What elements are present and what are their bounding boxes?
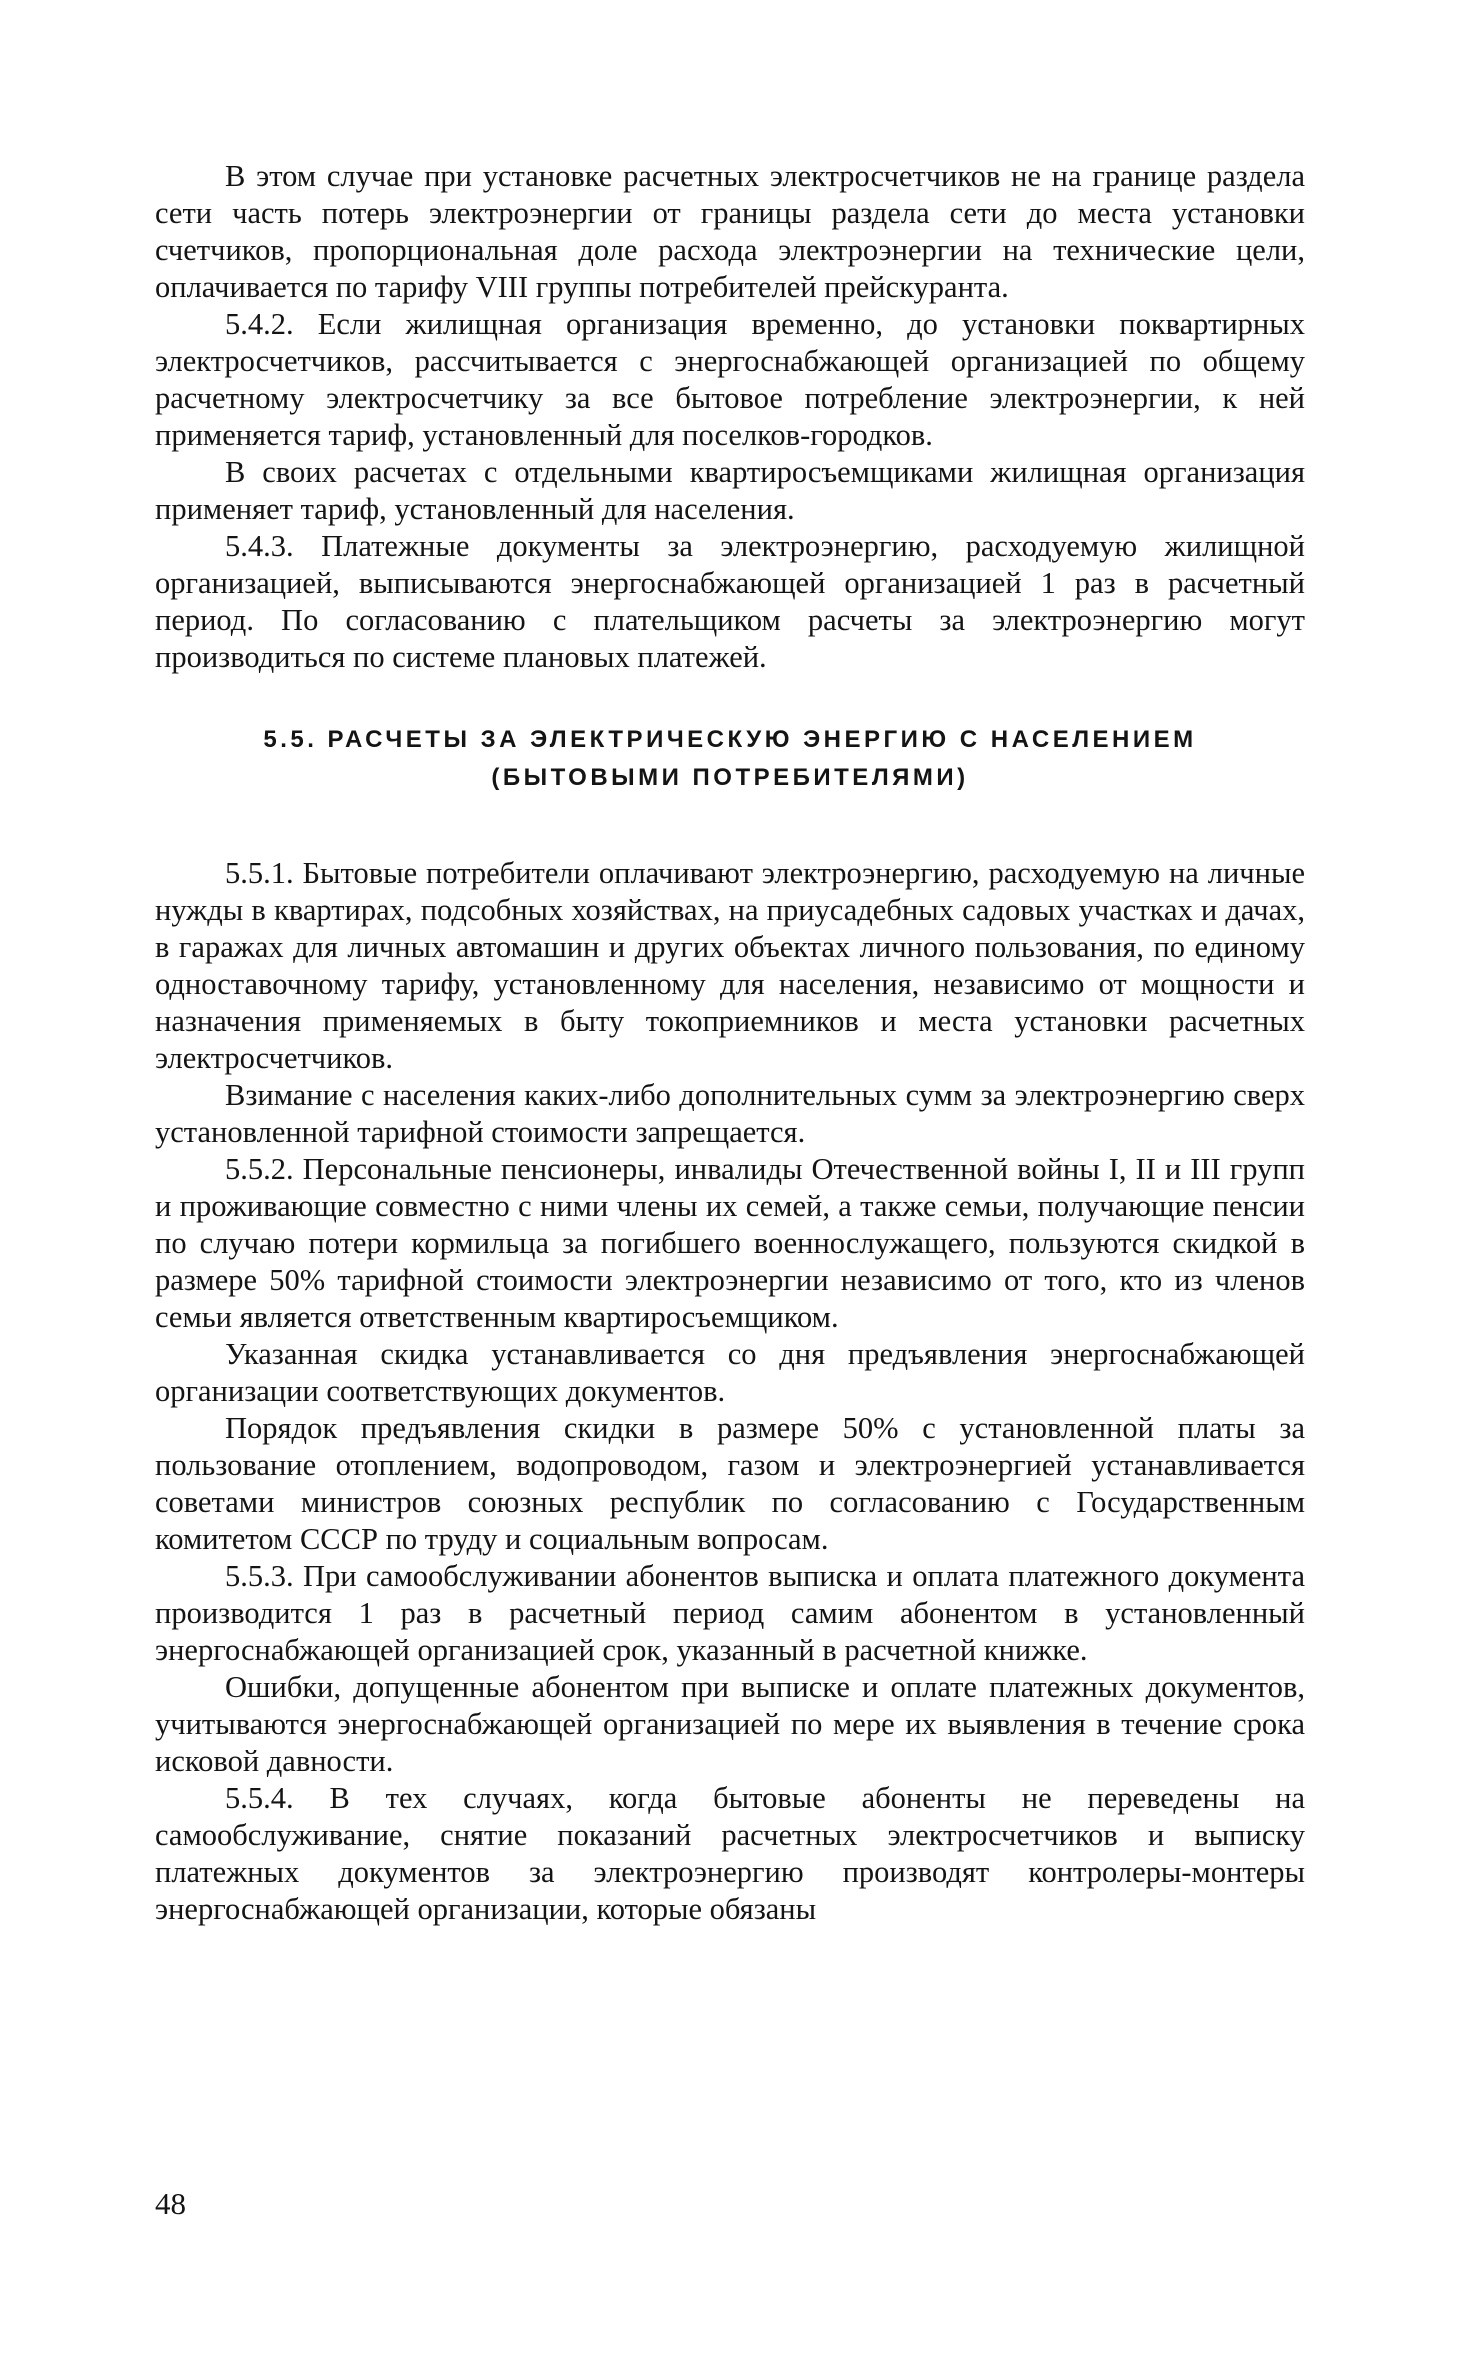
paragraph-discount-start: Указанная скидка устанавливается со дня предъявления энергоснабжающей организации соответствующих документов. bbox=[155, 1337, 1305, 1408]
paragraph-discount-order: Порядок предъявления скидки в размере 50% с установленной платы за пользование отоплением, водопроводом, газом и электроэнергией устанавливается советами министров союзных республик по согласованию с Государственным комитетом СССР по труду и социальным вопросам. bbox=[155, 1411, 1305, 1556]
body-text bbox=[155, 158, 1305, 1928]
paragraph-extra-charges: Взимание с населения каких-либо дополнительных сумм за электроэнергию сверх установленной тарифной стоимости запрещается. bbox=[155, 1078, 1305, 1149]
paragraph-5-5-4: 5.5.4. В тех случаях, когда бытовые абоненты не переведены на самообслуживание, снятие показаний расчетных электросчетчиков и выписку платежных документов за электроэнергию производят контролеры-монтеры энергоснабжающей организации, которые обязаны bbox=[155, 1781, 1305, 1926]
page-number: 48 bbox=[155, 2186, 186, 2221]
paragraph-errors: Ошибки, допущенные абонентом при выписке и оплате платежных документов, учитываются энергоснабжающей организацией по мере их выявления в течение срока исковой давности. bbox=[155, 1670, 1305, 1778]
section-heading-5-5 bbox=[155, 721, 1305, 797]
paragraph-5-5-2: 5.5.2. Персональные пенсионеры, инвалиды Отечественной войны I, II и III групп и проживающие совместно с ними члены их семей, а также семьи, получающие пенсии по случаю потери кормильца за погибшего военнослужащего, пользуются скидкой в размере 50% тарифной стоимости электроэнергии независимо от того, кто из членов семьи является ответственным квартиросъемщиком. bbox=[155, 1152, 1305, 1334]
paragraph-5-4-2: 5.4.2. Если жилищная организация временно, до установки поквартирных электросчетчиков, рассчитывается с энергоснабжающей организацией по общему расчетному электросчетчику за все бытовое потребление электроэнергии, к ней применяется тариф, установленный для поселков-городков. bbox=[155, 307, 1305, 452]
paragraph-5-5-3: 5.5.3. При самообслуживании абонентов выписка и оплата платежного документа производится 1 раз в расчетный период самим абонентом в установленный энергоснабжающей организацией срок, указанный в расчетной книжке. bbox=[155, 1559, 1305, 1667]
section-heading-line-2: (БЫТОВЫМИ ПОТРЕБИТЕЛЯМИ) bbox=[491, 764, 969, 791]
paragraph-5-4-3: 5.4.3. Платежные документы за электроэнергию, расходуемую жилищной организацией, выписываются энергоснабжающей организацией 1 раз в расчетный период. По согласованию с плательщиком расчеты за электроэнергию могут производиться по системе плановых платежей. bbox=[155, 529, 1305, 674]
section-heading-line-1: 5.5. РАСЧЕТЫ ЗА ЭЛЕКТРИЧЕСКУЮ ЭНЕРГИЮ С НАСЕЛЕНИЕМ bbox=[263, 726, 1197, 753]
paragraph-tariff-population: В своих расчетах с отдельными квартиросъемщиками жилищная организация применяет тариф, установленный для населения. bbox=[155, 455, 1305, 526]
paragraph-intro: В этом случае при установке расчетных электросчетчиков не на границе раздела сети часть потерь электроэнергии от границы раздела сети до места установки счетчиков, пропорциональная доле расхода электроэнергии на технические цели, оплачивается по тарифу VIII группы потребителей прейскуранта. bbox=[155, 159, 1305, 304]
paragraph-5-5-1: 5.5.1. Бытовые потребители оплачивают электроэнергию, расходуемую на личные нужды в квартирах, подсобных хозяйствах, на приусадебных садовых участках и дачах, в гаражах для личных автомашин и других объектах личного пользования, по единому одноставочному тарифу, установленному для населения, независимо от мощности и назначения применяемых в быту токоприемников и места установки расчетных электросчетчиков. bbox=[155, 856, 1305, 1075]
